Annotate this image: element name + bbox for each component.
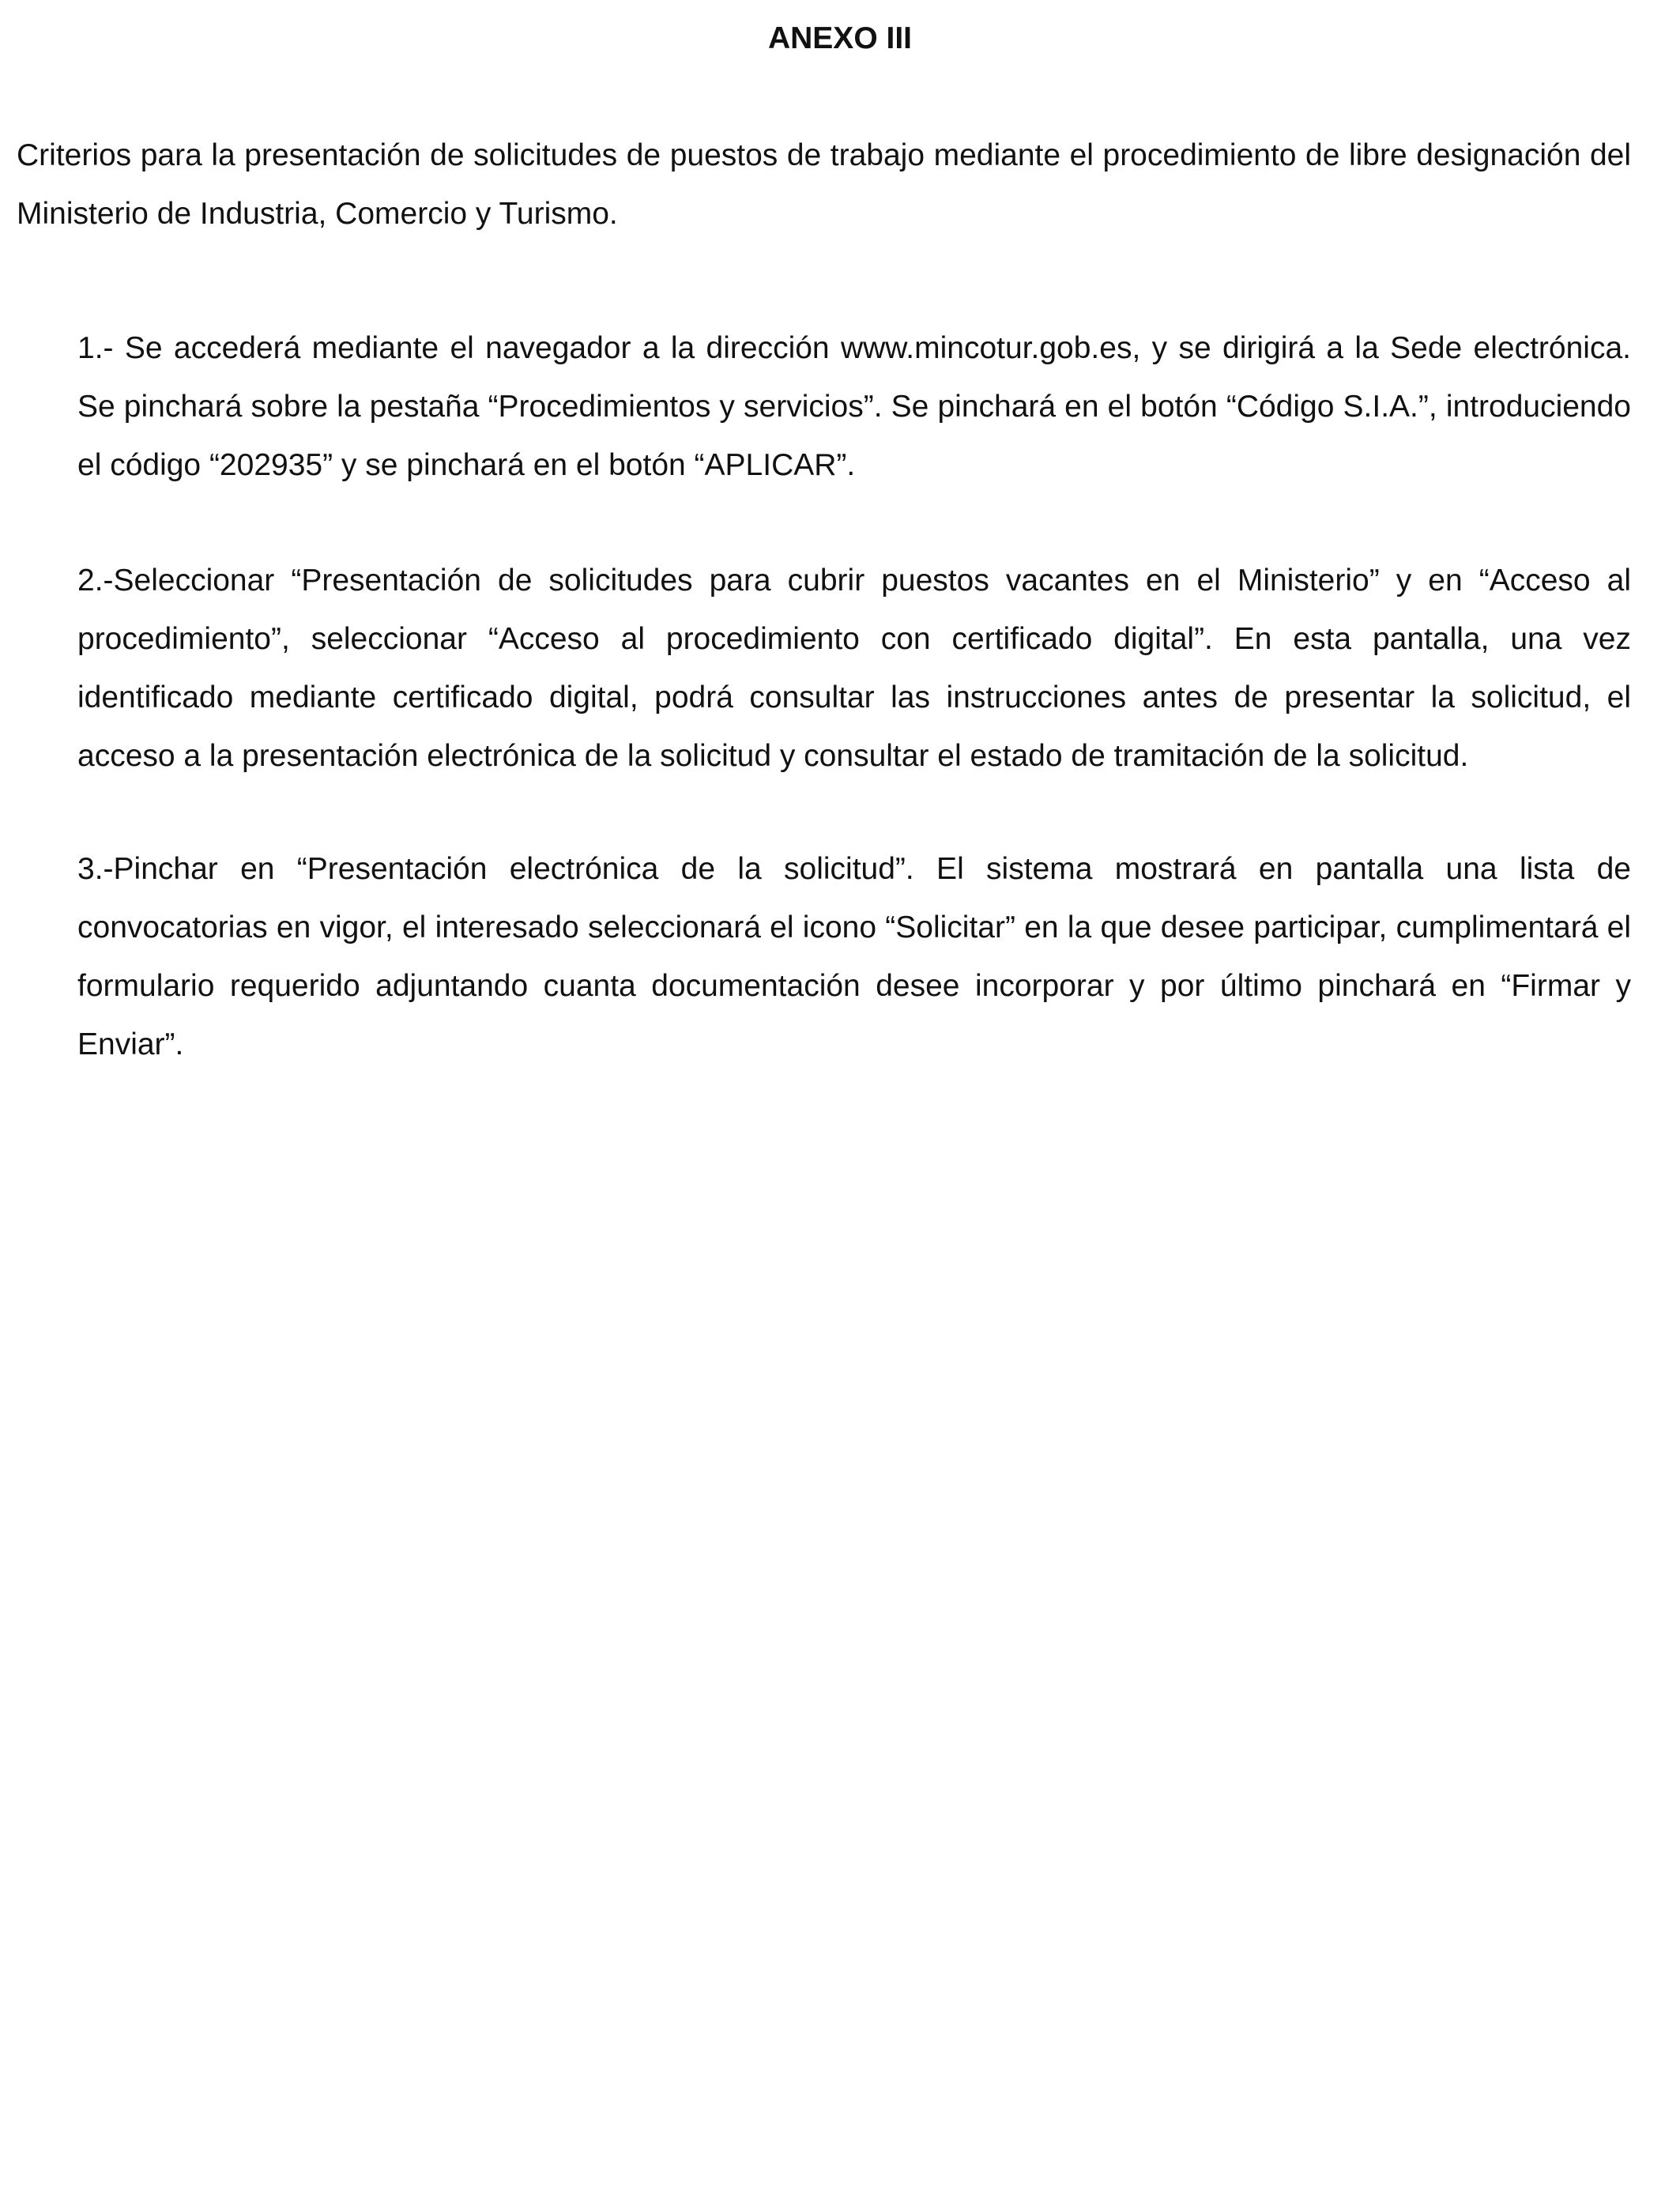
page-title: ANEXO III <box>767 21 913 55</box>
step-3-paragraph: 3.-Pinchar en “Presentación electrónica de la solicitud”. El sistema mostrará en pantalla una lista de convocatorias en vigor, el interesado seleccionará el icono “Solicitar” en la que desee participar, cumplimentará el formulario requerido adjuntando cuanta documentación desee incorporar y por último pinchará en “Firmar y Enviar”. <box>77 852 1631 1061</box>
step-1-paragraph: 1.- Se accederá mediante el navegador a la dirección www.mincotur.gob.es, y se dirigirá a la Sede electrónica. Se pinchará sobre la pestaña “Procedimientos y servicios”. Se pinchará en el botón “Código S.I.A.”, introduciendo el código “202935” y se pinchará en el botón “APLICAR”. <box>77 331 1631 482</box>
intro-paragraph: Criterios para la presentación de solicitudes de puestos de trabajo mediante el procedimiento de libre designación del Ministerio de Industria, Comercio y Turismo. <box>17 138 1631 231</box>
step-2-paragraph: 2.-Seleccionar “Presentación de solicitudes para cubrir puestos vacantes en el Ministerio” y en “Acceso al procedimiento”, seleccionar “Acceso al procedimiento con certificado digital”. En esta pantalla, una vez identificado mediante certificado digital, podrá consultar las instrucciones antes de presentar la solicitud, el acceso a la presentación electrónica de la solicitud y consultar el estado de tramitación de la solicitud. <box>77 564 1631 773</box>
